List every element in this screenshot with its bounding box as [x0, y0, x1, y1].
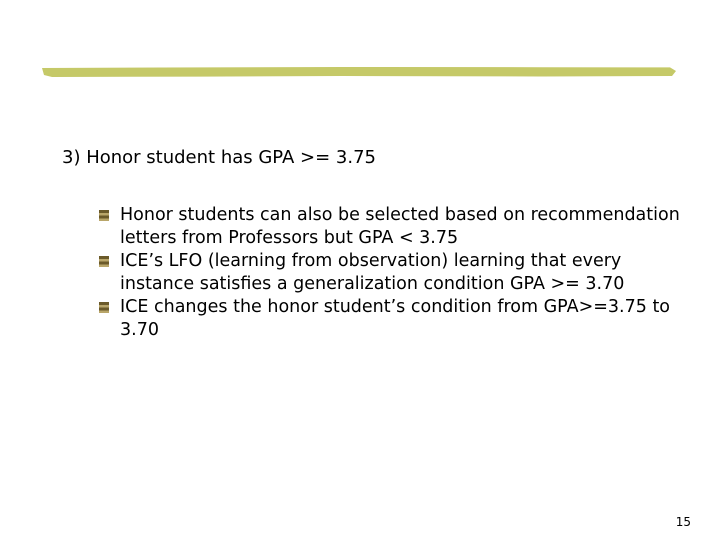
bullet-marker-icon	[98, 302, 110, 313]
bullet-text: ICE changes the honor student’s condition from GPA>=3.75 to 3.70	[120, 297, 671, 340]
bullet-text: ICE’s LFO (learning from observation) learning that every instance satisfies a generalization condition GPA >= 3.70	[120, 251, 625, 294]
bullet-item	[120, 204, 700, 250]
bullet-item	[120, 250, 700, 296]
slide-heading: 3) Honor student has GPA >= 3.75	[62, 147, 377, 168]
bullet-marker-icon	[98, 210, 110, 221]
bullet-item	[120, 296, 700, 342]
page-number: 15	[675, 515, 691, 529]
bullet-list	[120, 204, 700, 342]
bullet-text: Honor students can also be selected based on recommendation letters from Professors but GPA < 3.75	[120, 205, 680, 248]
bullet-marker-icon	[98, 256, 110, 267]
decorative-top-rule	[42, 66, 676, 78]
